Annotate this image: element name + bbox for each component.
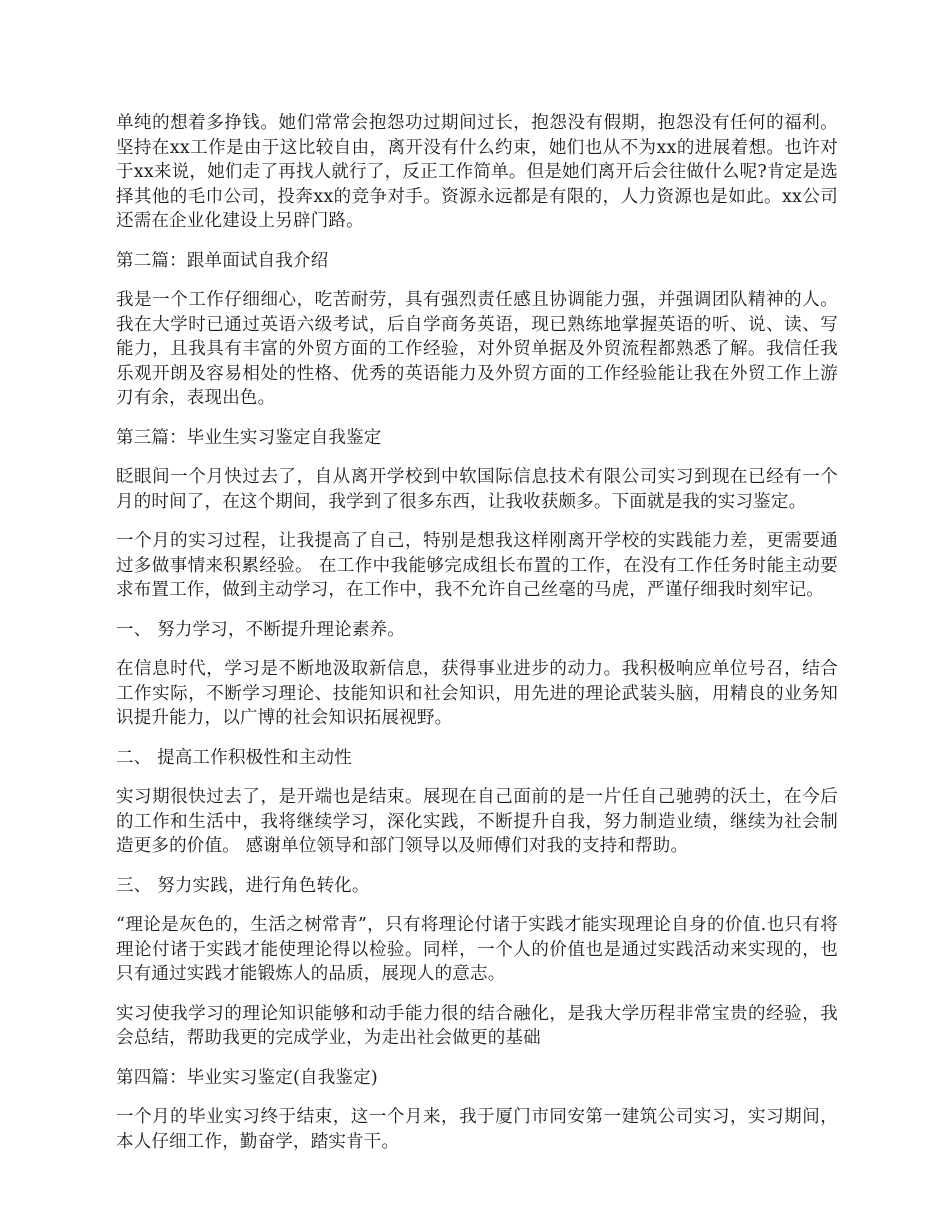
subheading-practice: 三、 努力实践，进行角色转化。: [116, 875, 370, 896]
paragraph-self-intro: 我是一个工作仔细细心，吃苦耐劳，具有强烈责任感且协调能力强，并强调团队精神的人。我在大学时已通过英语六级考试，后自学商务英语，现已熟练地掌握英语的听、说、读、写能力，且我具有丰富的外贸方面的工作经验，对外贸单据及外贸流程都熟悉了解。我信任我乐观开朗及容易相处的性格、优秀的英语能力及外贸方面的工作经验能让我在外贸工作上游刃有余，表现出色。: [116, 290, 838, 408]
paragraph-intro-continuation: 单纯的想着多挣钱。她们常常会抱怨功过期间过长，抱怨没有假期，抱怨没有任何的福利。坚持在xx工作是由于这比较自由，离开没有什么约束，她们也从不为xx的进展着想。也许对于xx来说，她们走了再找人就行了，反正工作简单。但是她们离开后会往做什么呢?肯定是选择其他的毛巾公司，投奔xx的竞争对手。资源永远都是有限的，人力资源也是如此。xx公司还需在企业化建设上另辟门路。: [116, 113, 838, 231]
paragraph-initiative: 实习期很快过去了，是开端也是结束。展现在自己面前的是一片任自己驰骋的沃土，在今后的工作和生活中，我将继续学习，深化实践，不断提升自我，努力制造业绩，继续为社会制造更多的价值。 感谢单位领导和部门领导以及师傅们对我的支持和帮助。: [116, 787, 838, 856]
paragraph-graduation-internship: 一个月的毕业实习终于结束，这一个月来，我于厦门市同安第一建筑公司实习，实习期间，本人仔细工作，勤奋学，踏实肯干。: [116, 1107, 838, 1152]
paragraph-practice-summary: 实习使我学习的理论知识能够和动手能力很的结合融化，是我大学历程非常宝贵的经验，我会总结，帮助我更的完成学业，为走出社会做更的基础: [116, 1003, 838, 1048]
paragraph-internship-process: 一个月的实习过程，让我提高了自己，特别是想我这样刚离开学校的实践能力差，更需要通过多做事情来积累经验。 在工作中我能够完成组长布置的工作，在没有工作任务时能主动要求布置工作，做到主动学习，在工作中，我不允许自己丝毫的马虎，严谨仔细我时刻牢记。: [116, 531, 838, 600]
subheading-study: 一、 努力学习，不断提升理论素养。: [116, 619, 405, 640]
document-body: [116, 111, 838, 1169]
subheading-initiative: 二、 提高工作积极性和主动性: [116, 747, 352, 768]
section-heading-2: 第二篇：跟单面试自我介绍: [116, 250, 329, 271]
section-heading-3: 第三篇：毕业生实习鉴定自我鉴定: [116, 427, 382, 448]
paragraph-internship-opening: 眨眼间一个月快过去了，自从离开学校到中软国际信息技术有限公司实习到现在已经有一个月的时间了，在这个期间，我学到了很多东西，让我收获颇多。下面就是我的实习鉴定。: [116, 467, 838, 512]
paragraph-study: 在信息时代，学习是不断地汲取新信息，获得事业进步的动力。我积极响应单位号召，结合工作实际，不断学习理论、技能知识和社会知识，用先进的理论武装头脑，用精良的业务知识提升能力，以广博的社会知识拓展视野。: [116, 659, 838, 728]
section-heading-4: 第四篇：毕业实习鉴定(自我鉴定): [116, 1067, 378, 1088]
paragraph-practice-theory: “理论是灰色的，生活之树常青”，只有将理论付诸于实践才能实现理论自身的价值.也只有将理论付诸于实践才能使理论得以检验。同样，一个人的价值也是通过实践活动来实现的，也只有通过实践才能锻炼人的品质，展现人的意志。: [116, 915, 838, 984]
